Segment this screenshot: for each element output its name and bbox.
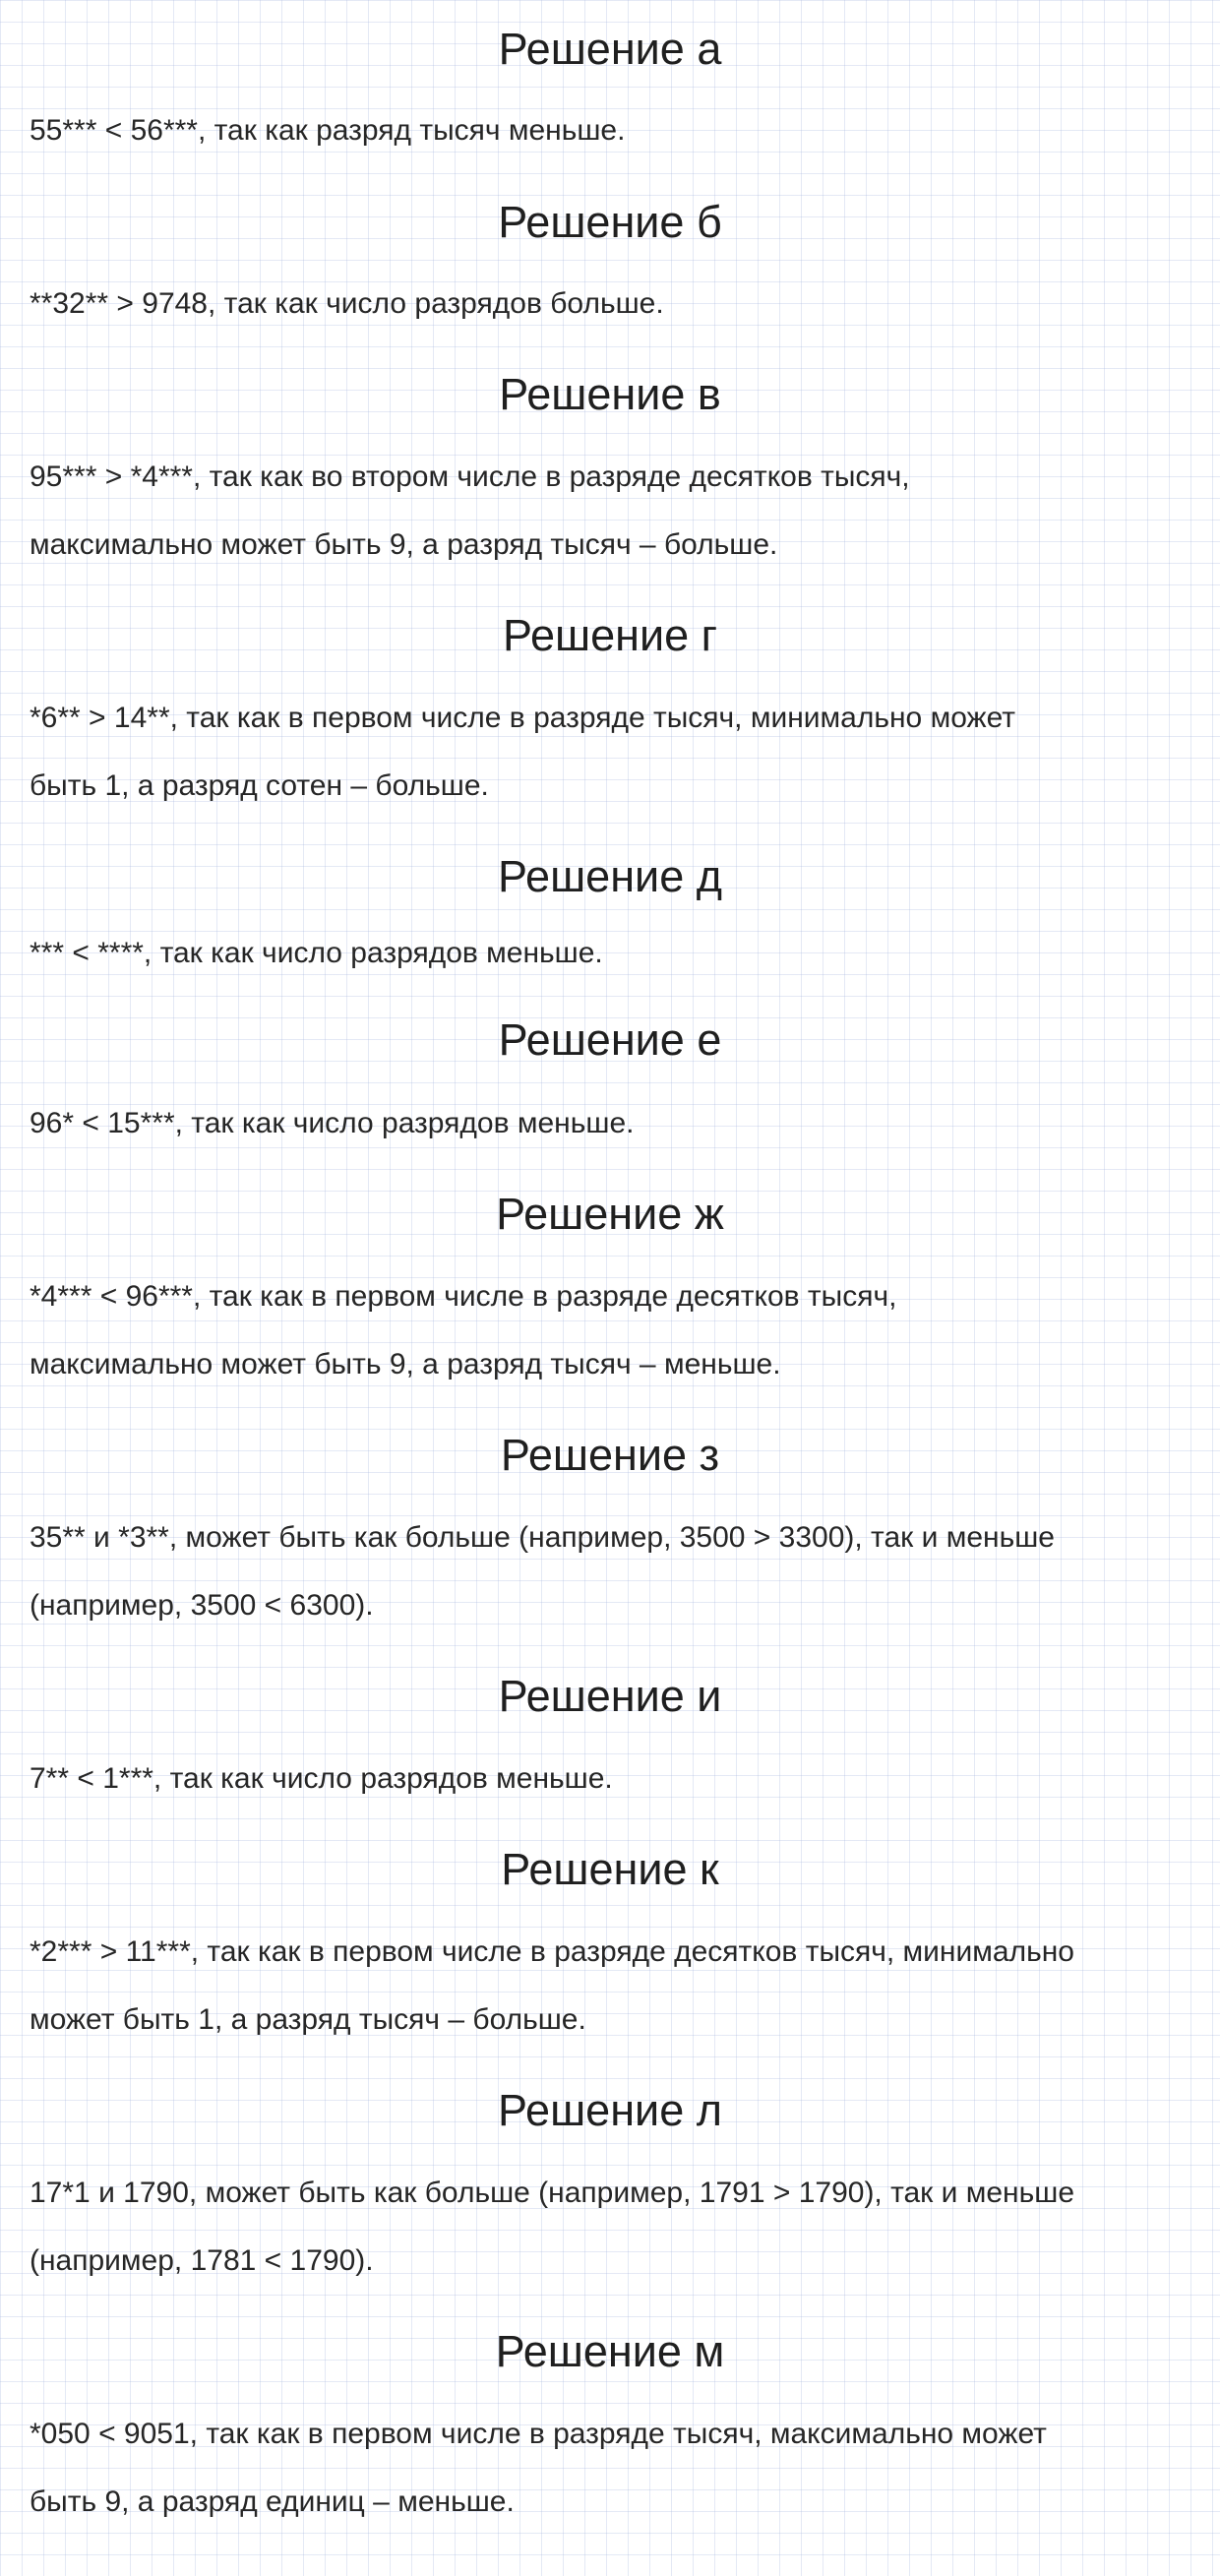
solution-i [30, 1671, 1190, 1721]
solution-heading: Решение м [495, 2326, 725, 2376]
solution-d [30, 851, 1190, 901]
solution-heading: Решение л [498, 2085, 722, 2135]
solution-line: 96* < 15***, так как число разрядов меньше. [30, 1107, 635, 1139]
solution-a [30, 24, 1190, 74]
solution-line: может быть 1, а разряд тысяч – больше. [30, 2003, 586, 2036]
solution-heading: Решение з [500, 1430, 720, 1480]
solution-line: (например, 1781 < 1790). [30, 2244, 374, 2277]
solution-line: **32** > 9748, так как число разрядов больше. [30, 287, 664, 320]
solution-line: 95*** > *4***, так как во втором числе в разряде десятков тысяч, [30, 460, 910, 493]
solution-m [30, 2326, 1190, 2376]
solution-heading: Решение б [498, 197, 722, 247]
solution-line: 55*** < 56***, так как разряд тысяч меньше. [30, 114, 626, 147]
solution-e [30, 1014, 1190, 1065]
solution-v [30, 369, 1190, 419]
solution-k [30, 1844, 1190, 1894]
solution-line: быть 1, а разряд сотен – больше. [30, 769, 489, 802]
solution-l [30, 2085, 1190, 2135]
solution-line: 35** и *3**, может быть как больше (например, 3500 > 3300), так и меньше [30, 1521, 1055, 1554]
solution-line: максимально может быть 9, а разряд тысяч – больше. [30, 528, 778, 561]
solution-line: *050 < 9051, так как в первом числе в разряде тысяч, максимально может [30, 2418, 1047, 2450]
solution-line: 17*1 и 1790, может быть как больше (например, 1791 > 1790), так и меньше [30, 2177, 1074, 2209]
solution-line: *2*** > 11***, так как в первом числе в разряде десятков тысяч, минимально [30, 1935, 1074, 1968]
solution-line: 7** < 1***, так как число разрядов меньше. [30, 1762, 613, 1795]
solution-heading: Решение и [498, 1671, 722, 1721]
solution-line: (например, 3500 < 6300). [30, 1589, 374, 1622]
solution-g [30, 610, 1190, 660]
solution-z [30, 1430, 1190, 1480]
solution-line: *** < ****, так как число разрядов меньше. [30, 937, 603, 969]
solution-line: *4*** < 96***, так как в первом числе в разряде десятков тысяч, [30, 1280, 897, 1313]
solution-b [30, 197, 1190, 247]
solution-line: максимально может быть 9, а разряд тысяч – меньше. [30, 1348, 781, 1380]
solution-heading: Решение к [501, 1844, 719, 1894]
solution-heading: Решение ж [496, 1189, 724, 1239]
solution-line: быть 9, а разряд единиц – меньше. [30, 2485, 515, 2518]
solution-heading: Решение г [502, 610, 718, 660]
solution-heading: Решение в [499, 369, 721, 419]
solution-heading: Решение е [498, 1014, 722, 1065]
solution-heading: Решение д [498, 851, 722, 901]
solution-heading: Решение а [498, 24, 722, 74]
solution-zh [30, 1189, 1190, 1239]
solution-line: *6** > 14**, так как в первом числе в разряде тысяч, минимально может [30, 702, 1016, 734]
